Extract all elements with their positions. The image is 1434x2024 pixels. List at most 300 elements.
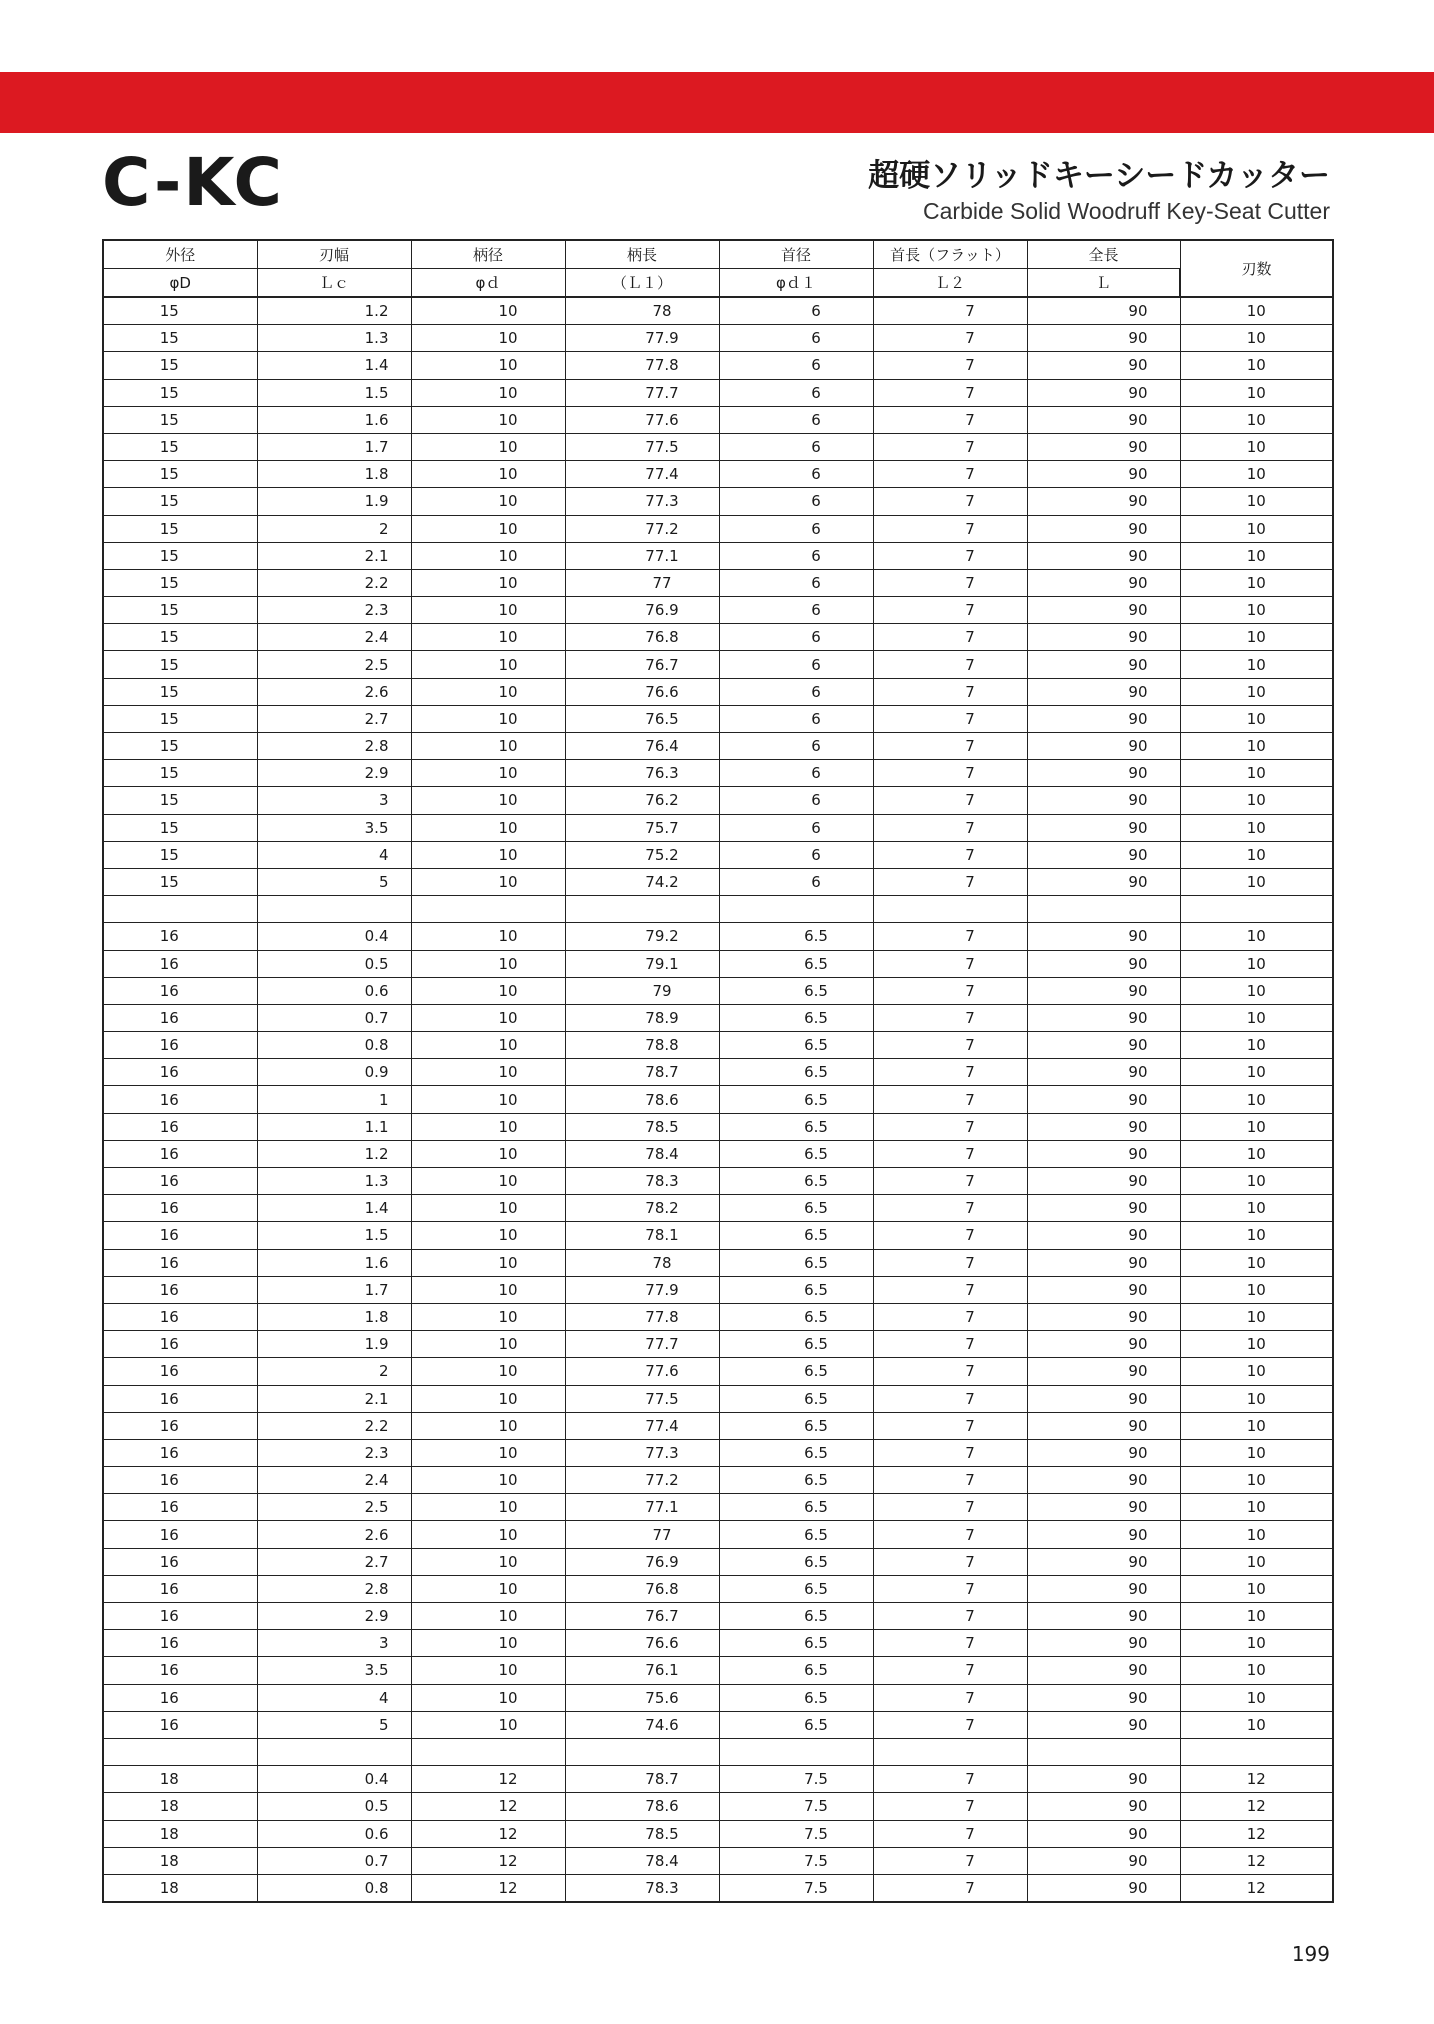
cell-shank-length: 77 [565, 1521, 719, 1548]
cell-outer-diameter: 16 [103, 1548, 257, 1575]
cell-outer-diameter: 16 [103, 1222, 257, 1249]
cell-blade-width: 1.5 [257, 1222, 411, 1249]
cell-shank-diameter: 10 [411, 1059, 565, 1086]
cell-blade-width: 3 [257, 1630, 411, 1657]
cell-neck-diameter: 6 [719, 733, 873, 760]
cell-neck-length: 7 [873, 1086, 1027, 1113]
cell-shank-diameter: 10 [411, 1603, 565, 1630]
cell-blade-width: 1.3 [257, 1168, 411, 1195]
cell-outer-diameter: 15 [103, 515, 257, 542]
cell-shank-length: 77.7 [565, 1331, 719, 1358]
cell-shank-diameter: 10 [411, 1711, 565, 1738]
table-row [103, 1303, 1333, 1330]
table-row [103, 896, 1333, 923]
cell-neck-length: 7 [873, 1548, 1027, 1575]
table-row [103, 1385, 1333, 1412]
symbol-shank-length: （Ｌ１） [565, 269, 719, 298]
table-row [103, 1412, 1333, 1439]
table-row [103, 1113, 1333, 1140]
cell-neck-diameter: 6.5 [719, 1467, 873, 1494]
cell-outer-diameter: 16 [103, 1276, 257, 1303]
cell-overall-length: 90 [1027, 542, 1180, 569]
cell-neck-diameter [719, 896, 873, 923]
cell-neck-diameter: 6.5 [719, 1385, 873, 1412]
cell-outer-diameter: 15 [103, 542, 257, 569]
cell-shank-diameter: 10 [411, 678, 565, 705]
cell-blade-width: 3.5 [257, 814, 411, 841]
cell-shank-diameter: 10 [411, 1467, 565, 1494]
cell-flute-count: 10 [1180, 814, 1333, 841]
table-row [103, 651, 1333, 678]
table-row [103, 1630, 1333, 1657]
cell-blade-width: 2.2 [257, 1412, 411, 1439]
cell-flute-count: 10 [1180, 379, 1333, 406]
cell-neck-diameter: 6 [719, 379, 873, 406]
table-row [103, 461, 1333, 488]
cell-neck-diameter: 6.5 [719, 950, 873, 977]
cell-flute-count: 10 [1180, 760, 1333, 787]
cell-blade-width: 2.5 [257, 1494, 411, 1521]
cell-neck-length: 7 [873, 705, 1027, 732]
cell-flute-count [1180, 1738, 1333, 1765]
cell-neck-diameter: 6 [719, 297, 873, 325]
cell-shank-diameter: 10 [411, 1195, 565, 1222]
cell-flute-count: 10 [1180, 1331, 1333, 1358]
cell-neck-length: 7 [873, 1439, 1027, 1466]
spec-table [102, 239, 1334, 1903]
cell-neck-length: 7 [873, 1249, 1027, 1276]
cell-overall-length: 90 [1027, 1276, 1180, 1303]
cell-blade-width: 1.9 [257, 488, 411, 515]
cell-outer-diameter: 16 [103, 1684, 257, 1711]
cell-shank-length: 76.8 [565, 1575, 719, 1602]
cell-outer-diameter [103, 896, 257, 923]
table-row [103, 950, 1333, 977]
cell-neck-diameter: 6.5 [719, 1684, 873, 1711]
cell-outer-diameter: 15 [103, 651, 257, 678]
cell-flute-count: 10 [1180, 433, 1333, 460]
page-title-english: Carbide Solid Woodruff Key-Seat Cutter [923, 198, 1330, 224]
table-row [103, 1603, 1333, 1630]
cell-shank-length: 77.4 [565, 461, 719, 488]
cell-neck-diameter: 7.5 [719, 1874, 873, 1902]
cell-flute-count: 10 [1180, 705, 1333, 732]
cell-neck-diameter: 6 [719, 760, 873, 787]
cell-blade-width [257, 896, 411, 923]
cell-shank-length: 77.3 [565, 488, 719, 515]
cell-shank-diameter: 10 [411, 868, 565, 895]
cell-blade-width: 1.4 [257, 1195, 411, 1222]
cell-blade-width: 4 [257, 841, 411, 868]
cell-neck-diameter: 6 [719, 352, 873, 379]
symbol-blade-width: Ｌｃ [257, 269, 411, 298]
cell-shank-length: 77.5 [565, 1385, 719, 1412]
cell-outer-diameter: 15 [103, 733, 257, 760]
cell-shank-length [565, 1738, 719, 1765]
header-row-symbols [103, 269, 1333, 298]
cell-outer-diameter: 16 [103, 1439, 257, 1466]
cell-shank-length: 78.2 [565, 1195, 719, 1222]
cell-flute-count: 10 [1180, 1521, 1333, 1548]
cell-blade-width: 2.4 [257, 1467, 411, 1494]
cell-neck-length: 7 [873, 733, 1027, 760]
cell-shank-diameter: 10 [411, 1439, 565, 1466]
cell-neck-diameter: 6 [719, 542, 873, 569]
cell-shank-diameter: 10 [411, 1494, 565, 1521]
cell-neck-diameter: 6 [719, 787, 873, 814]
cell-shank-diameter: 10 [411, 841, 565, 868]
cell-overall-length: 90 [1027, 352, 1180, 379]
cell-outer-diameter: 16 [103, 1657, 257, 1684]
table-row [103, 1168, 1333, 1195]
cell-blade-width: 2 [257, 1358, 411, 1385]
cell-outer-diameter: 18 [103, 1793, 257, 1820]
cell-neck-diameter: 6.5 [719, 1168, 873, 1195]
header-shank-length: 柄長 [565, 240, 719, 269]
cell-neck-length: 7 [873, 461, 1027, 488]
cell-outer-diameter: 16 [103, 1195, 257, 1222]
cell-neck-length: 7 [873, 515, 1027, 542]
cell-blade-width: 2.7 [257, 1548, 411, 1575]
cell-outer-diameter: 16 [103, 1086, 257, 1113]
cell-blade-width: 0.6 [257, 1820, 411, 1847]
cell-flute-count: 10 [1180, 1684, 1333, 1711]
cell-outer-diameter: 16 [103, 1032, 257, 1059]
cell-flute-count: 10 [1180, 1303, 1333, 1330]
cell-neck-length: 7 [873, 678, 1027, 705]
cell-flute-count: 10 [1180, 1412, 1333, 1439]
cell-flute-count: 12 [1180, 1820, 1333, 1847]
header-neck-length: 首長（フラット） [873, 240, 1027, 269]
cell-neck-diameter: 6 [719, 515, 873, 542]
table-row [103, 1874, 1333, 1902]
cell-flute-count: 10 [1180, 1603, 1333, 1630]
cell-neck-diameter [719, 1738, 873, 1765]
cell-blade-width [257, 1738, 411, 1765]
cell-overall-length: 90 [1027, 624, 1180, 651]
cell-neck-diameter: 6.5 [719, 1603, 873, 1630]
cell-shank-diameter: 10 [411, 787, 565, 814]
cell-overall-length: 90 [1027, 1412, 1180, 1439]
cell-flute-count: 10 [1180, 1059, 1333, 1086]
cell-flute-count: 10 [1180, 1385, 1333, 1412]
cell-neck-length: 7 [873, 569, 1027, 596]
cell-shank-length: 78.7 [565, 1059, 719, 1086]
cell-shank-length: 78.9 [565, 1004, 719, 1031]
cell-shank-length: 77.6 [565, 1358, 719, 1385]
cell-neck-diameter: 6.5 [719, 1575, 873, 1602]
cell-blade-width: 0.5 [257, 950, 411, 977]
cell-shank-length: 78 [565, 297, 719, 325]
cell-overall-length: 90 [1027, 597, 1180, 624]
cell-blade-width: 2.8 [257, 733, 411, 760]
cell-blade-width: 0.6 [257, 977, 411, 1004]
cell-neck-length: 7 [873, 1521, 1027, 1548]
cell-flute-count: 10 [1180, 515, 1333, 542]
cell-overall-length: 90 [1027, 1847, 1180, 1874]
cell-neck-diameter: 6.5 [719, 1249, 873, 1276]
cell-shank-diameter: 10 [411, 733, 565, 760]
cell-shank-length: 75.2 [565, 841, 719, 868]
cell-outer-diameter: 16 [103, 1521, 257, 1548]
cell-shank-length: 77.3 [565, 1439, 719, 1466]
cell-shank-length: 77.2 [565, 515, 719, 542]
cell-shank-diameter: 10 [411, 352, 565, 379]
cell-outer-diameter: 16 [103, 1630, 257, 1657]
cell-blade-width: 2.6 [257, 678, 411, 705]
cell-flute-count: 10 [1180, 923, 1333, 950]
cell-flute-count [1180, 896, 1333, 923]
table-row [103, 1358, 1333, 1385]
cell-outer-diameter: 16 [103, 1385, 257, 1412]
cell-blade-width: 1.3 [257, 325, 411, 352]
cell-shank-diameter: 10 [411, 977, 565, 1004]
cell-blade-width: 2.3 [257, 1439, 411, 1466]
cell-shank-length: 78.1 [565, 1222, 719, 1249]
cell-neck-length: 7 [873, 1059, 1027, 1086]
cell-neck-diameter: 6.5 [719, 1548, 873, 1575]
cell-overall-length: 90 [1027, 1630, 1180, 1657]
table-row [103, 705, 1333, 732]
cell-outer-diameter: 15 [103, 841, 257, 868]
cell-overall-length: 90 [1027, 1140, 1180, 1167]
cell-neck-length: 7 [873, 1766, 1027, 1793]
table-row [103, 433, 1333, 460]
cell-outer-diameter: 16 [103, 1467, 257, 1494]
cell-overall-length: 90 [1027, 841, 1180, 868]
cell-outer-diameter: 16 [103, 1358, 257, 1385]
header-outer-diameter: 外径 [103, 240, 257, 269]
cell-overall-length: 90 [1027, 1684, 1180, 1711]
table-row [103, 787, 1333, 814]
cell-neck-diameter: 6.5 [719, 1494, 873, 1521]
cell-blade-width: 2.2 [257, 569, 411, 596]
cell-neck-length: 7 [873, 814, 1027, 841]
cell-neck-length: 7 [873, 1467, 1027, 1494]
symbol-shank-diameter: φｄ [411, 269, 565, 298]
cell-overall-length: 90 [1027, 1820, 1180, 1847]
table-row [103, 868, 1333, 895]
cell-neck-diameter: 6.5 [719, 1303, 873, 1330]
cell-flute-count: 10 [1180, 1657, 1333, 1684]
cell-flute-count: 10 [1180, 624, 1333, 651]
cell-neck-length: 7 [873, 1575, 1027, 1602]
cell-neck-length: 7 [873, 1004, 1027, 1031]
cell-overall-length: 90 [1027, 733, 1180, 760]
cell-flute-count: 10 [1180, 1168, 1333, 1195]
cell-neck-length: 7 [873, 1168, 1027, 1195]
cell-shank-diameter: 10 [411, 923, 565, 950]
table-row [103, 325, 1333, 352]
cell-shank-diameter: 10 [411, 1412, 565, 1439]
cell-overall-length: 90 [1027, 1766, 1180, 1793]
cell-neck-length: 7 [873, 624, 1027, 651]
cell-blade-width: 2.5 [257, 651, 411, 678]
cell-shank-diameter: 10 [411, 1168, 565, 1195]
table-row [103, 1793, 1333, 1820]
cell-outer-diameter: 16 [103, 1113, 257, 1140]
cell-blade-width: 0.7 [257, 1847, 411, 1874]
cell-overall-length: 90 [1027, 1494, 1180, 1521]
table-row [103, 678, 1333, 705]
cell-outer-diameter: 18 [103, 1847, 257, 1874]
cell-shank-diameter: 10 [411, 1222, 565, 1249]
cell-blade-width: 1.8 [257, 461, 411, 488]
table-row [103, 379, 1333, 406]
cell-shank-length: 77.9 [565, 1276, 719, 1303]
cell-overall-length: 90 [1027, 1548, 1180, 1575]
cell-neck-diameter: 6 [719, 868, 873, 895]
page-title-japanese: 超硬ソリッドキーシードカッター [868, 158, 1330, 194]
cell-outer-diameter: 18 [103, 1820, 257, 1847]
cell-overall-length [1027, 896, 1180, 923]
cell-shank-diameter: 10 [411, 1086, 565, 1113]
cell-overall-length: 90 [1027, 1032, 1180, 1059]
cell-neck-diameter: 6 [719, 814, 873, 841]
cell-outer-diameter: 16 [103, 1412, 257, 1439]
cell-neck-length: 7 [873, 1331, 1027, 1358]
cell-flute-count: 10 [1180, 1630, 1333, 1657]
cell-shank-length: 78.4 [565, 1847, 719, 1874]
cell-neck-diameter: 6.5 [719, 1521, 873, 1548]
table-row [103, 1738, 1333, 1765]
cell-overall-length [1027, 1738, 1180, 1765]
cell-neck-length: 7 [873, 1222, 1027, 1249]
cell-outer-diameter: 15 [103, 461, 257, 488]
cell-neck-length: 7 [873, 297, 1027, 325]
cell-overall-length: 90 [1027, 1603, 1180, 1630]
table-row [103, 624, 1333, 651]
cell-shank-diameter: 10 [411, 950, 565, 977]
cell-shank-diameter: 10 [411, 651, 565, 678]
cell-neck-diameter: 6 [719, 597, 873, 624]
cell-outer-diameter: 16 [103, 1494, 257, 1521]
cell-blade-width: 0.4 [257, 923, 411, 950]
symbol-neck-length: Ｌ２ [873, 269, 1027, 298]
cell-shank-length: 76.3 [565, 760, 719, 787]
spec-table-body [103, 297, 1333, 1902]
table-row [103, 1195, 1333, 1222]
cell-outer-diameter: 15 [103, 569, 257, 596]
cell-shank-length: 77.8 [565, 1303, 719, 1330]
cell-neck-length: 7 [873, 488, 1027, 515]
cell-shank-length: 79.1 [565, 950, 719, 977]
cell-overall-length: 90 [1027, 1222, 1180, 1249]
cell-neck-length: 7 [873, 787, 1027, 814]
table-row [103, 515, 1333, 542]
cell-shank-length: 77.2 [565, 1467, 719, 1494]
cell-overall-length: 90 [1027, 297, 1180, 325]
table-row [103, 1086, 1333, 1113]
cell-flute-count: 10 [1180, 1222, 1333, 1249]
cell-outer-diameter: 15 [103, 705, 257, 732]
cell-flute-count: 10 [1180, 461, 1333, 488]
cell-overall-length: 90 [1027, 923, 1180, 950]
cell-shank-diameter: 10 [411, 1032, 565, 1059]
cell-overall-length: 90 [1027, 1467, 1180, 1494]
cell-flute-count: 12 [1180, 1847, 1333, 1874]
cell-shank-length: 76.7 [565, 1603, 719, 1630]
cell-outer-diameter: 16 [103, 1249, 257, 1276]
cell-outer-diameter: 15 [103, 624, 257, 651]
cell-flute-count: 10 [1180, 1086, 1333, 1113]
cell-overall-length: 90 [1027, 1303, 1180, 1330]
cell-neck-length: 7 [873, 868, 1027, 895]
cell-neck-length: 7 [873, 1603, 1027, 1630]
cell-neck-diameter: 6.5 [719, 1113, 873, 1140]
cell-shank-length: 78.4 [565, 1140, 719, 1167]
cell-blade-width: 2.7 [257, 705, 411, 732]
cell-flute-count: 10 [1180, 1494, 1333, 1521]
table-row [103, 488, 1333, 515]
cell-shank-length: 76.1 [565, 1657, 719, 1684]
cell-outer-diameter: 15 [103, 868, 257, 895]
cell-shank-length: 74.2 [565, 868, 719, 895]
cell-shank-length: 77.7 [565, 379, 719, 406]
cell-shank-diameter: 10 [411, 760, 565, 787]
cell-shank-diameter: 10 [411, 297, 565, 325]
table-row [103, 542, 1333, 569]
cell-neck-diameter: 6 [719, 651, 873, 678]
cell-shank-length: 77.9 [565, 325, 719, 352]
cell-blade-width: 1.2 [257, 1140, 411, 1167]
cell-shank-diameter: 10 [411, 705, 565, 732]
cell-flute-count: 10 [1180, 1439, 1333, 1466]
cell-neck-diameter: 6.5 [719, 1412, 873, 1439]
cell-shank-diameter: 10 [411, 1303, 565, 1330]
cell-neck-length: 7 [873, 1793, 1027, 1820]
cell-neck-diameter: 6 [719, 461, 873, 488]
cell-neck-length: 7 [873, 1711, 1027, 1738]
cell-flute-count: 10 [1180, 1711, 1333, 1738]
cell-outer-diameter: 16 [103, 1004, 257, 1031]
cell-flute-count: 10 [1180, 841, 1333, 868]
cell-shank-length: 78.5 [565, 1820, 719, 1847]
cell-flute-count: 10 [1180, 352, 1333, 379]
cell-shank-diameter: 10 [411, 1548, 565, 1575]
cell-overall-length: 90 [1027, 515, 1180, 542]
cell-neck-diameter: 6.5 [719, 1358, 873, 1385]
cell-flute-count: 10 [1180, 733, 1333, 760]
cell-overall-length: 90 [1027, 1086, 1180, 1113]
cell-overall-length: 90 [1027, 760, 1180, 787]
cell-overall-length: 90 [1027, 814, 1180, 841]
table-row [103, 1004, 1333, 1031]
table-row [103, 1657, 1333, 1684]
cell-overall-length: 90 [1027, 1793, 1180, 1820]
cell-shank-length: 76.8 [565, 624, 719, 651]
cell-overall-length: 90 [1027, 1249, 1180, 1276]
cell-outer-diameter: 16 [103, 1603, 257, 1630]
cell-flute-count: 10 [1180, 1358, 1333, 1385]
cell-overall-length: 90 [1027, 379, 1180, 406]
cell-outer-diameter: 15 [103, 352, 257, 379]
table-row [103, 733, 1333, 760]
cell-neck-length: 7 [873, 1820, 1027, 1847]
cell-neck-length: 7 [873, 1195, 1027, 1222]
table-row [103, 1766, 1333, 1793]
cell-flute-count: 10 [1180, 1140, 1333, 1167]
cell-overall-length: 90 [1027, 1004, 1180, 1031]
cell-neck-length: 7 [873, 1276, 1027, 1303]
cell-flute-count: 10 [1180, 1113, 1333, 1140]
cell-outer-diameter: 15 [103, 488, 257, 515]
cell-neck-length: 7 [873, 433, 1027, 460]
cell-shank-length: 79.2 [565, 923, 719, 950]
table-row [103, 1548, 1333, 1575]
cell-overall-length: 90 [1027, 977, 1180, 1004]
cell-neck-diameter: 6 [719, 406, 873, 433]
